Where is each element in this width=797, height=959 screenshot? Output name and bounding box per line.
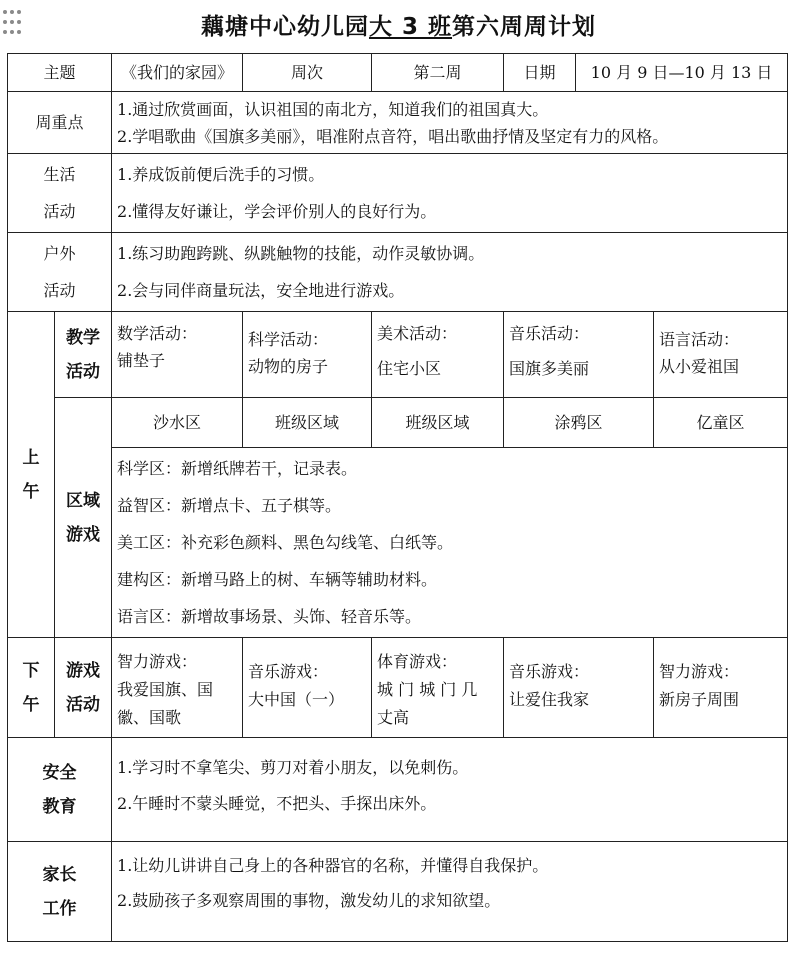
page-title [0, 10, 797, 44]
parents-label: 家长 工作 [8, 842, 112, 942]
area-item: 建构区：新增马路上的树、车辆等辅助材料。 [117, 570, 438, 589]
parents-item: 2.鼓励孩子多观察周围的事物，激发幼儿的求知欲望。 [117, 891, 501, 910]
life-content [112, 154, 788, 233]
title-class: 大 3 班 [368, 14, 453, 40]
area-details [112, 448, 788, 638]
zone-cell: 班级区域 [372, 398, 504, 448]
game-cell: 音乐游戏： 大中国（一） [243, 638, 372, 738]
teaching-activity: 美术活动： 住宅小区 [372, 312, 504, 398]
outdoor-item: 2.会与同伴商量玩法，安全地进行游戏。 [117, 281, 405, 300]
zone-cell: 班级区域 [243, 398, 372, 448]
life-item: 1.养成饭前便后洗手的习惯。 [117, 165, 325, 184]
safety-label: 安全 教育 [8, 738, 112, 842]
game-cell: 智力游戏： 新房子周围 [654, 638, 788, 738]
morning-label: 上 午 [8, 312, 55, 638]
safety-row [8, 738, 788, 842]
teaching-activity: 数学活动： 铺垫子 [112, 312, 243, 398]
weekly-plan-table [7, 53, 788, 942]
focus-item: 2.学唱歌曲《国旗多美丽》，唱准附点音符，唱出歌曲抒情及坚定有力的风格。 [117, 126, 669, 146]
life-row [8, 154, 788, 233]
area-item: 语言区：新增故事场景、头饰、轻音乐等。 [117, 607, 422, 626]
focus-row [8, 92, 788, 154]
parents-row [8, 842, 788, 942]
outdoor-label: 户外 活动 [8, 233, 112, 312]
header-row [8, 54, 788, 92]
safety-item: 2.午睡时不蒙头睡觉，不把头、手探出床外。 [117, 794, 437, 813]
theme-label: 主题 [8, 54, 112, 92]
teaching-activity: 音乐活动： 国旗多美丽 [504, 312, 654, 398]
game-cell: 音乐游戏： 让爱住我家 [504, 638, 654, 738]
teaching-activity: 科学活动： 动物的房子 [243, 312, 372, 398]
game-cell: 体育游戏： 城 门 城 门 几 丈高 [372, 638, 504, 738]
teaching-activity: 语言活动： 从小爱祖国 [654, 312, 788, 398]
life-label: 生活 活动 [8, 154, 112, 233]
week-label: 周次 [243, 54, 372, 92]
parents-content [112, 842, 788, 942]
life-item: 2.懂得友好谦让，学会评价别人的良好行为。 [117, 202, 437, 221]
teaching-label: 教学 活动 [55, 312, 112, 398]
date-label: 日期 [504, 54, 576, 92]
safety-content [112, 738, 788, 842]
zone-cell: 涂鸦区 [504, 398, 654, 448]
focus-content [112, 92, 788, 154]
focus-label: 周重点 [8, 92, 112, 154]
area-item: 美工区：补充彩色颜料、黑色勾线笔、白纸等。 [117, 533, 454, 552]
zone-cell: 亿童区 [654, 398, 788, 448]
games-label: 游戏 活动 [55, 638, 112, 738]
week-value: 第二周 [372, 54, 504, 92]
game-cell: 智力游戏： 我爱国旗、国 徽、国歌 [112, 638, 243, 738]
parents-item: 1.让幼儿讲讲自己身上的各种器官的名称，并懂得自我保护。 [117, 856, 549, 875]
outdoor-row [8, 233, 788, 312]
area-item: 益智区：新增点卡、五子棋等。 [117, 496, 342, 515]
area-item: 科学区：新增纸牌若干，记录表。 [117, 459, 358, 478]
date-value: 10 月 9 日—10 月 13 日 [576, 54, 788, 92]
area-details-row [8, 448, 788, 638]
afternoon-row [8, 638, 788, 738]
afternoon-label: 下 午 [8, 638, 55, 738]
area-label: 区域 游戏 [55, 398, 112, 638]
morning-teaching-row [8, 312, 788, 398]
outdoor-item: 1.练习助跑跨跳、纵跳触物的技能，动作灵敏协调。 [117, 244, 485, 263]
title-school: 藕塘中心幼儿园 [200, 14, 369, 40]
outdoor-content [112, 233, 788, 312]
safety-item: 1.学习时不拿笔尖、剪刀对着小朋友，以免刺伤。 [117, 758, 469, 777]
zone-cell: 沙水区 [112, 398, 243, 448]
theme-value: 《我们的家园》 [112, 54, 243, 92]
area-zones-row [8, 398, 788, 448]
focus-item: 1.通过欣赏画面，认识祖国的南北方，知道我们的祖国真大。 [117, 99, 549, 119]
title-week-plan: 第六周周计划 [452, 14, 597, 40]
